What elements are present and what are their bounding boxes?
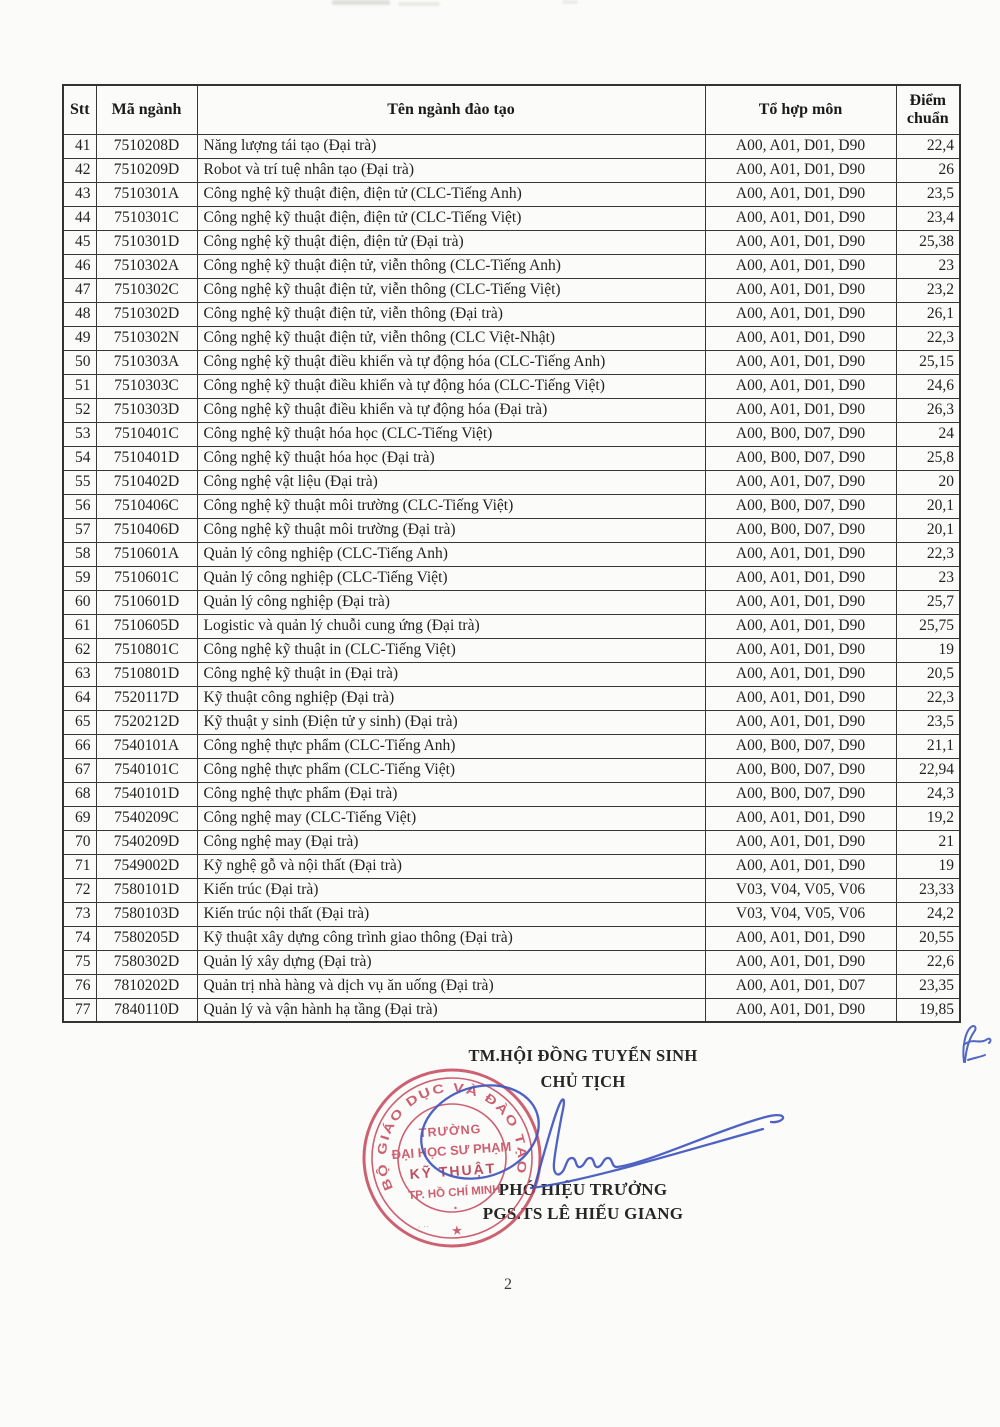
row-combo: A00, A01, D01, D90 — [705, 662, 896, 686]
row-code: 7540209C — [96, 806, 197, 830]
scan-artifact — [398, 2, 440, 6]
row-name: Công nghệ kỹ thuật môi trường (Đại trà) — [197, 518, 705, 542]
row-combo: A00, A01, D01, D90 — [705, 638, 896, 662]
row-score: 26,3 — [896, 398, 960, 422]
row-combo: A00, A01, D01, D90 — [705, 806, 896, 830]
column-header-score: Điểm chuẩn — [896, 85, 960, 134]
table-row — [63, 422, 960, 446]
table-row — [63, 566, 960, 590]
row-score: 25,7 — [896, 590, 960, 614]
row-score: 22,3 — [896, 542, 960, 566]
table-row — [63, 374, 960, 398]
row-combo: A00, A01, D01, D90 — [705, 206, 896, 230]
row-stt: 63 — [63, 662, 96, 686]
row-stt: 42 — [63, 158, 96, 182]
row-combo: A00, A01, D01, D90 — [705, 854, 896, 878]
row-combo: A00, B00, D07, D90 — [705, 758, 896, 782]
row-name: Logistic và quản lý chuỗi cung ứng (Đại trà) — [197, 614, 705, 638]
stamp-ring-text: BỘ GIÁO DỤC VÀ ĐÀO TẠO — [374, 1080, 530, 1193]
stamp-line3: KỸ THUẬT — [409, 1159, 497, 1182]
row-code: 7580101D — [96, 878, 197, 902]
row-stt: 62 — [63, 638, 96, 662]
row-code: 7510601C — [96, 566, 197, 590]
row-name: Công nghệ thực phẩm (CLC-Tiếng Việt) — [197, 758, 705, 782]
row-code: 7840110D — [96, 998, 197, 1022]
row-code: 7510208D — [96, 134, 197, 158]
row-name: Kỹ thuật y sinh (Điện tử y sinh) (Đại trà) — [197, 710, 705, 734]
row-name: Công nghệ kỹ thuật điện, điện tử (CLC-Tiếng Anh) — [197, 182, 705, 206]
row-code: 7540101D — [96, 782, 197, 806]
row-stt: 57 — [63, 518, 96, 542]
row-stt: 60 — [63, 590, 96, 614]
row-combo: A00, A01, D01, D90 — [705, 278, 896, 302]
row-stt: 71 — [63, 854, 96, 878]
row-combo: A00, A01, D01, D90 — [705, 710, 896, 734]
table-row — [63, 758, 960, 782]
stamp-star-icon: ★ — [450, 1222, 464, 1239]
row-code: 7510303D — [96, 398, 197, 422]
row-combo: A00, A01, D01, D90 — [705, 134, 896, 158]
row-score: 25,75 — [896, 614, 960, 638]
row-score: 23 — [896, 254, 960, 278]
table-header-row — [63, 85, 960, 134]
row-code: 7510303C — [96, 374, 197, 398]
row-stt: 43 — [63, 182, 96, 206]
row-combo: A00, A01, D01, D90 — [705, 926, 896, 950]
row-combo: A00, A01, D01, D90 — [705, 158, 896, 182]
row-combo: A00, B00, D07, D90 — [705, 782, 896, 806]
row-code: 7510301D — [96, 230, 197, 254]
table-row — [63, 638, 960, 662]
row-stt: 58 — [63, 542, 96, 566]
table-row — [63, 494, 960, 518]
row-stt: 68 — [63, 782, 96, 806]
row-name: Quản lý công nghiệp (CLC-Tiếng Việt) — [197, 566, 705, 590]
signer-name: PGS.TS LÊ HIẾU GIANG — [482, 1204, 684, 1223]
column-header-name: Tên ngành đào tạo — [197, 85, 705, 134]
table-row — [63, 902, 960, 926]
row-combo: A00, B00, D07, D90 — [705, 446, 896, 470]
row-combo: V03, V04, V05, V06 — [705, 878, 896, 902]
row-combo: A00, B00, D07, D90 — [705, 734, 896, 758]
row-stt: 44 — [63, 206, 96, 230]
stamp-wear-dots: · ·· — [417, 1220, 430, 1232]
row-name: Công nghệ thực phẩm (CLC-Tiếng Anh) — [197, 734, 705, 758]
row-code: 7540209D — [96, 830, 197, 854]
row-name: Công nghệ kỹ thuật điện tử, viễn thông (Đại trà) — [197, 302, 705, 326]
row-stt: 56 — [63, 494, 96, 518]
row-combo: V03, V04, V05, V06 — [705, 902, 896, 926]
row-combo: A00, A01, D01, D90 — [705, 374, 896, 398]
table-row — [63, 182, 960, 206]
row-stt: 70 — [63, 830, 96, 854]
row-score: 19 — [896, 638, 960, 662]
row-score: 20,55 — [896, 926, 960, 950]
row-code: 7510801D — [96, 662, 197, 686]
row-code: 7510302A — [96, 254, 197, 278]
row-score: 25,38 — [896, 230, 960, 254]
row-code: 7510401C — [96, 422, 197, 446]
row-stt: 73 — [63, 902, 96, 926]
table-row — [63, 686, 960, 710]
row-score: 22,3 — [896, 326, 960, 350]
row-score: 24,6 — [896, 374, 960, 398]
row-name: Kiến trúc nội thất (Đại trà) — [197, 902, 705, 926]
row-combo: A00, A01, D01, D90 — [705, 542, 896, 566]
table-row — [63, 974, 960, 998]
table-row — [63, 590, 960, 614]
row-name: Công nghệ kỹ thuật hóa học (CLC-Tiếng Việt) — [197, 422, 705, 446]
row-code: 7580302D — [96, 950, 197, 974]
row-name: Kỹ nghệ gỗ và nội thất (Đại trà) — [197, 854, 705, 878]
committee-title: TM.HỘI ĐỒNG TUYỂN SINH — [468, 1046, 698, 1065]
row-stt: 55 — [63, 470, 96, 494]
row-stt: 45 — [63, 230, 96, 254]
row-stt: 50 — [63, 350, 96, 374]
row-combo: A00, A01, D01, D90 — [705, 686, 896, 710]
row-stt: 76 — [63, 974, 96, 998]
table-row — [63, 950, 960, 974]
row-name: Công nghệ kỹ thuật điện tử, viễn thông (CLC Việt-Nhật) — [197, 326, 705, 350]
table-row — [63, 926, 960, 950]
row-score: 19 — [896, 854, 960, 878]
row-name: Công nghệ kỹ thuật điều khiển và tự động hóa (CLC-Tiếng Việt) — [197, 374, 705, 398]
row-stt: 48 — [63, 302, 96, 326]
row-score: 23,2 — [896, 278, 960, 302]
row-combo: A00, A01, D01, D90 — [705, 398, 896, 422]
row-code: 7510209D — [96, 158, 197, 182]
row-name: Công nghệ kỹ thuật điều khiển và tự động hóa (CLC-Tiếng Anh) — [197, 350, 705, 374]
row-name: Công nghệ kỹ thuật điều khiển và tự động hóa (Đại trà) — [197, 398, 705, 422]
table-row — [63, 230, 960, 254]
row-name: Quản lý công nghiệp (Đại trà) — [197, 590, 705, 614]
row-code: 7510303A — [96, 350, 197, 374]
row-stt: 67 — [63, 758, 96, 782]
row-stt: 41 — [63, 134, 96, 158]
row-stt: 61 — [63, 614, 96, 638]
row-stt: 75 — [63, 950, 96, 974]
table-row — [63, 806, 960, 830]
row-combo: A00, A01, D01, D90 — [705, 254, 896, 278]
row-score: 22,6 — [896, 950, 960, 974]
row-code: 7520212D — [96, 710, 197, 734]
table-row — [63, 542, 960, 566]
table-row — [63, 302, 960, 326]
row-code: 7510302N — [96, 326, 197, 350]
row-name: Công nghệ thực phẩm (Đại trà) — [197, 782, 705, 806]
row-name: Quản lý xây dựng (Đại trà) — [197, 950, 705, 974]
row-code: 7510301C — [96, 206, 197, 230]
row-name: Kỹ thuật công nghiệp (Đại trà) — [197, 686, 705, 710]
row-stt: 66 — [63, 734, 96, 758]
table-row — [63, 350, 960, 374]
scan-artifact — [562, 0, 578, 4]
row-name: Quản lý và vận hành hạ tầng (Đại trà) — [197, 998, 705, 1022]
row-name: Công nghệ kỹ thuật in (Đại trà) — [197, 662, 705, 686]
table-row — [63, 518, 960, 542]
row-stt: 52 — [63, 398, 96, 422]
row-score: 26,1 — [896, 302, 960, 326]
table-row — [63, 830, 960, 854]
row-score: 23,35 — [896, 974, 960, 998]
chairman-title: CHỦ TỊCH — [540, 1072, 626, 1091]
row-stt: 74 — [63, 926, 96, 950]
row-score: 22,4 — [896, 134, 960, 158]
stamp-line4: TP. HỒ CHÍ MINH — [407, 1183, 501, 1203]
row-score: 26 — [896, 158, 960, 182]
table-row — [63, 254, 960, 278]
row-name: Robot và trí tuệ nhân tạo (Đại trà) — [197, 158, 705, 182]
row-score: 23,4 — [896, 206, 960, 230]
table-row — [63, 158, 960, 182]
row-name: Công nghệ kỹ thuật in (CLC-Tiếng Việt) — [197, 638, 705, 662]
row-score: 21 — [896, 830, 960, 854]
row-stt: 72 — [63, 878, 96, 902]
table-row — [63, 446, 960, 470]
row-combo: A00, A01, D01, D90 — [705, 950, 896, 974]
row-name: Quản trị nhà hàng và dịch vụ ăn uống (Đại trà) — [197, 974, 705, 998]
row-code: 7510401D — [96, 446, 197, 470]
initial-mark — [950, 1022, 998, 1080]
row-score: 24,2 — [896, 902, 960, 926]
stamp-center-dot: • — [453, 1202, 458, 1213]
row-code: 7510302D — [96, 302, 197, 326]
row-score: 25,15 — [896, 350, 960, 374]
row-score: 23,5 — [896, 182, 960, 206]
table-row — [63, 854, 960, 878]
table-body — [63, 134, 960, 1022]
admission-scores-table — [62, 84, 961, 1023]
signature-main-stroke — [535, 1099, 783, 1185]
column-header-stt: Stt — [63, 85, 96, 134]
row-code: 7510402D — [96, 470, 197, 494]
table-row — [63, 134, 960, 158]
initial-dash — [968, 1055, 985, 1060]
row-stt: 49 — [63, 326, 96, 350]
row-name: Năng lượng tái tạo (Đại trà) — [197, 134, 705, 158]
row-combo: A00, A01, D01, D90 — [705, 998, 896, 1022]
signature-loop — [409, 1075, 551, 1193]
stamp-line2: ĐẠI HỌC SƯ PHẠM — [391, 1138, 512, 1163]
row-combo: A00, A01, D01, D90 — [705, 590, 896, 614]
row-combo: A00, A01, D07, D90 — [705, 470, 896, 494]
row-score: 20,1 — [896, 518, 960, 542]
table-row — [63, 782, 960, 806]
row-code: 7549002D — [96, 854, 197, 878]
row-code: 7510406C — [96, 494, 197, 518]
column-header-combo: Tổ hợp môn — [705, 85, 896, 134]
row-code: 7510302C — [96, 278, 197, 302]
row-code: 7510601A — [96, 542, 197, 566]
row-name: Công nghệ kỹ thuật điện, điện tử (CLC-Tiếng Việt) — [197, 206, 705, 230]
row-code: 7580103D — [96, 902, 197, 926]
row-name: Công nghệ kỹ thuật môi trường (CLC-Tiếng Việt) — [197, 494, 705, 518]
row-combo: A00, A01, D01, D90 — [705, 326, 896, 350]
row-stt: 51 — [63, 374, 96, 398]
scan-artifact — [332, 0, 390, 5]
table-row — [63, 470, 960, 494]
row-combo: A00, A01, D01, D90 — [705, 566, 896, 590]
table-row — [63, 662, 960, 686]
row-combo: A00, A01, D01, D90 — [705, 830, 896, 854]
row-score: 19,85 — [896, 998, 960, 1022]
row-name: Công nghệ kỹ thuật hóa học (Đại trà) — [197, 446, 705, 470]
table-row — [63, 998, 960, 1022]
table-row — [63, 878, 960, 902]
row-combo: A00, A01, D01, D90 — [705, 230, 896, 254]
row-name: Công nghệ kỹ thuật điện tử, viễn thông (CLC-Tiếng Việt) — [197, 278, 705, 302]
row-score: 20 — [896, 470, 960, 494]
row-score: 20,1 — [896, 494, 960, 518]
row-score: 22,3 — [896, 686, 960, 710]
row-stt: 47 — [63, 278, 96, 302]
row-combo: A00, A01, D01, D90 — [705, 350, 896, 374]
row-name: Công nghệ may (CLC-Tiếng Việt) — [197, 806, 705, 830]
table-row — [63, 326, 960, 350]
page-number: 2 — [504, 1276, 512, 1293]
table-row — [63, 734, 960, 758]
row-combo: A00, A01, D01, D90 — [705, 182, 896, 206]
column-header-code: Mã ngành — [96, 85, 197, 134]
row-stt: 69 — [63, 806, 96, 830]
table-row — [63, 398, 960, 422]
row-score: 19,2 — [896, 806, 960, 830]
row-code: 7510301A — [96, 182, 197, 206]
row-code: 7810202D — [96, 974, 197, 998]
row-code: 7510801C — [96, 638, 197, 662]
row-code: 7510406D — [96, 518, 197, 542]
row-code: 7540101C — [96, 758, 197, 782]
row-score: 20,5 — [896, 662, 960, 686]
row-name: Công nghệ kỹ thuật điện, điện tử (Đại trà) — [197, 230, 705, 254]
row-combo: A00, A01, D01, D90 — [705, 302, 896, 326]
stamp-line1: TRƯỜNG — [418, 1121, 482, 1141]
row-combo: A00, B00, D07, D90 — [705, 518, 896, 542]
row-code: 7510601D — [96, 590, 197, 614]
signature-ink — [395, 1075, 840, 1215]
row-name: Kỹ thuật xây dựng công trình giao thông (Đại trà) — [197, 926, 705, 950]
row-code: 7540101A — [96, 734, 197, 758]
row-stt: 65 — [63, 710, 96, 734]
row-score: 23,5 — [896, 710, 960, 734]
row-score: 24,3 — [896, 782, 960, 806]
row-stt: 59 — [63, 566, 96, 590]
row-name: Công nghệ vật liệu (Đại trà) — [197, 470, 705, 494]
row-combo: A00, B00, D07, D90 — [705, 422, 896, 446]
table-row — [63, 206, 960, 230]
row-combo: A00, A01, D01, D90 — [705, 614, 896, 638]
row-stt: 53 — [63, 422, 96, 446]
row-stt: 46 — [63, 254, 96, 278]
row-stt: 54 — [63, 446, 96, 470]
row-code: 7520117D — [96, 686, 197, 710]
deputy-title: PHÓ HIỆU TRƯỞNG — [498, 1180, 668, 1199]
table-row — [63, 278, 960, 302]
row-code: 7580205D — [96, 926, 197, 950]
row-name: Công nghệ kỹ thuật điện tử, viễn thông (CLC-Tiếng Anh) — [197, 254, 705, 278]
row-score: 23,33 — [896, 878, 960, 902]
row-combo: A00, B00, D07, D90 — [705, 494, 896, 518]
table-row — [63, 710, 960, 734]
row-score: 22,94 — [896, 758, 960, 782]
row-name: Công nghệ may (Đại trà) — [197, 830, 705, 854]
table-row — [63, 614, 960, 638]
row-score: 25,8 — [896, 446, 960, 470]
row-combo: A00, A01, D01, D07 — [705, 974, 896, 998]
row-name: Kiến trúc (Đại trà) — [197, 878, 705, 902]
row-score: 23 — [896, 566, 960, 590]
row-code: 7510605D — [96, 614, 197, 638]
row-stt: 77 — [63, 998, 96, 1022]
row-score: 24 — [896, 422, 960, 446]
row-score: 21,1 — [896, 734, 960, 758]
row-name: Quản lý công nghiệp (CLC-Tiếng Anh) — [197, 542, 705, 566]
row-stt: 64 — [63, 686, 96, 710]
